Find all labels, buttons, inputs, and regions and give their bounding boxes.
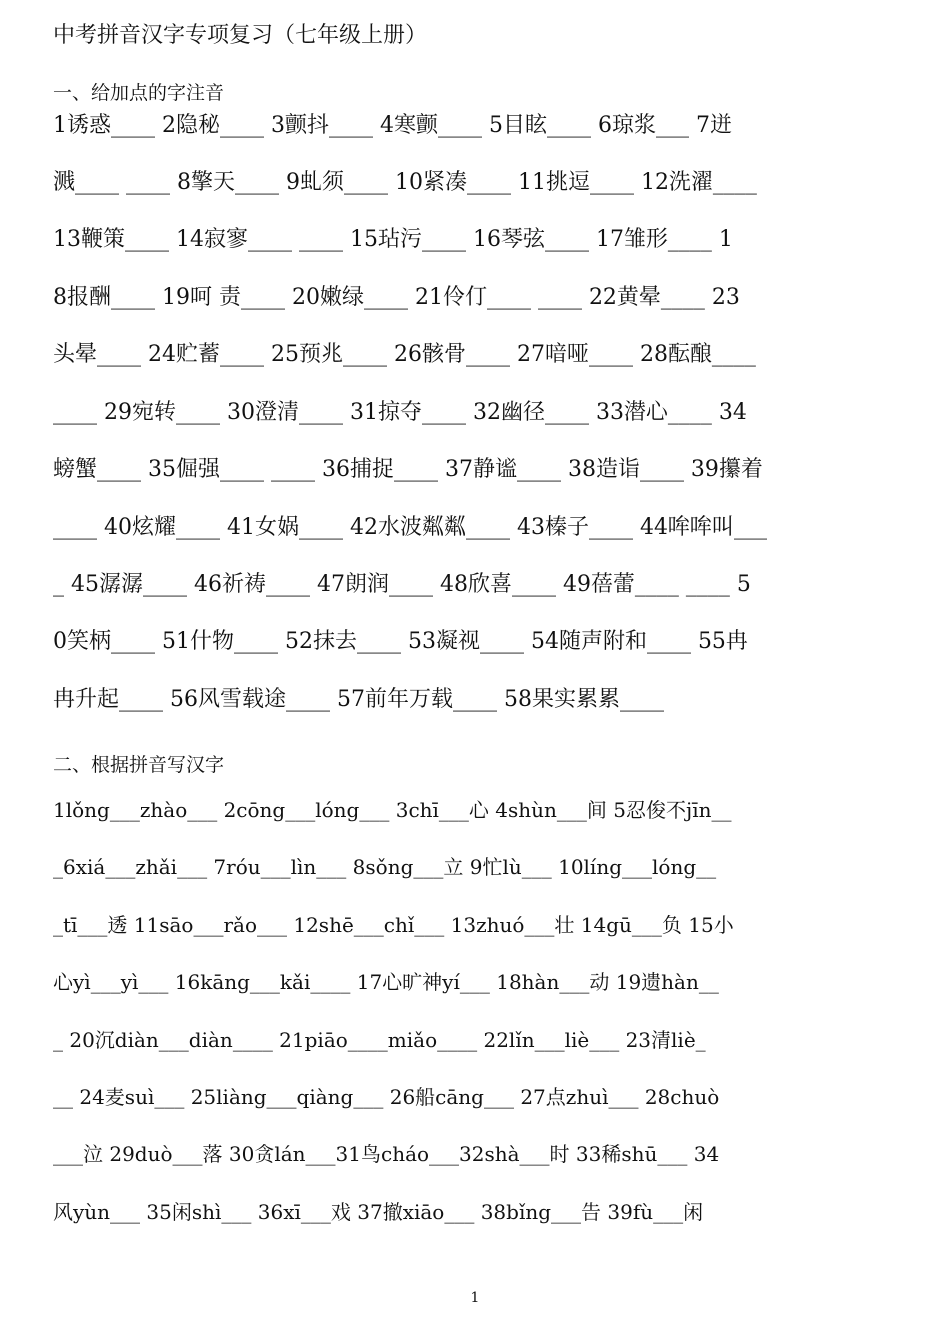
section2-line-7: ___泣 29duò___落 30贪lán___31鸟cháo___32shà___时 33稀shū___ 34 [53,1142,720,1166]
section1-line-11: 冉升起____ 56风雪载途____ 57前年万载____ 58果实累累____ [53,687,664,712]
section1-line-9: _ 45潺潺____ 46祈祷____ 47朗润____ 48欣喜____ 49蓓蕾____ ____ 5 [53,572,751,597]
section1-line-3: 13鞭策____ 14寂寥____ ____ 15玷污____ 16琴弦____ 17雏形____ 1 [53,227,733,252]
section1-heading: 一、给加点的字注音 [53,82,225,104]
section1-line-8: ____ 40炫耀____ 41女娲____ 42水波粼粼____ 43榛子____ 44哞哞叫___ [53,515,767,540]
section2-line-8: 风yùn___ 35闲shì___ 36xī___戏 37撤xiāo___ 38bǐng___告 39fù___闲 [53,1200,704,1224]
section2-line-5: _ 20沉diàn___diàn____ 21piāo____miǎo____ 22lǐn___liè___ 23清liè_ [53,1028,706,1052]
section2-line-1: 1lǒng___zhào___ 2cōng___lóng___ 3chī___心 4shùn___间 5忍俊不jīn__ [53,798,732,822]
section1-line-2: 溅____ ____ 8擎天____ 9虬须____ 10紧凑____ 11挑逗____ 12洗濯____ [53,170,757,195]
page-title: 中考拼音汉字专项复习（七年级上册） [53,23,428,48]
section1-line-6: ____ 29宛转____ 30澄清____ 31掠夺____ 32幽径____ 33潜心____ 34 [53,400,747,425]
section2-line-6: __ 24麦suì___ 25liàng___qiàng___ 26船cāng___ 27点zhuì___ 28chuò [53,1085,720,1109]
page-number: 1 [470,1290,480,1306]
section1-line-7: 螃蟹____ 35倔强____ ____ 36捕捉____ 37静谧____ 38造诣____ 39攥着 [53,457,763,482]
section1-line-5: 头晕____ 24贮蓄____ 25预兆____ 26骸骨____ 27喑哑____ 28酝酿____ [53,342,756,367]
section2-line-4: 心yì___yì___ 16kāng___kǎi____ 17心旷神yí___ 18hàn___动 19遗hàn__ [53,970,719,994]
section1-line-10: 0笑柄____ 51什物____ 52抹去____ 53凝视____ 54随声附和____ 55冉 [53,629,748,654]
section2-line-3: _tī___透 11sāo___rǎo___ 12shē___chǐ___ 13zhuó___壮 14gū___负 15小 [53,913,734,937]
section1-line-1: 1诱惑____ 2隐秘____ 3颤抖____ 4寒颤____ 5目眩____ 6琼浆___ 7迸 [53,113,732,138]
section2-heading: 二、根据拼音写汉字 [53,754,225,776]
section2-line-2: _6xiá___zhǎi___ 7róu___lìn___ 8sǒng___立 9忙lù___ 10líng___lóng__ [53,855,717,879]
section1-line-4: 8报酬____ 19呵 责____ 20嫩绿____ 21伶仃____ ____ 22黄晕____ 23 [53,285,740,310]
